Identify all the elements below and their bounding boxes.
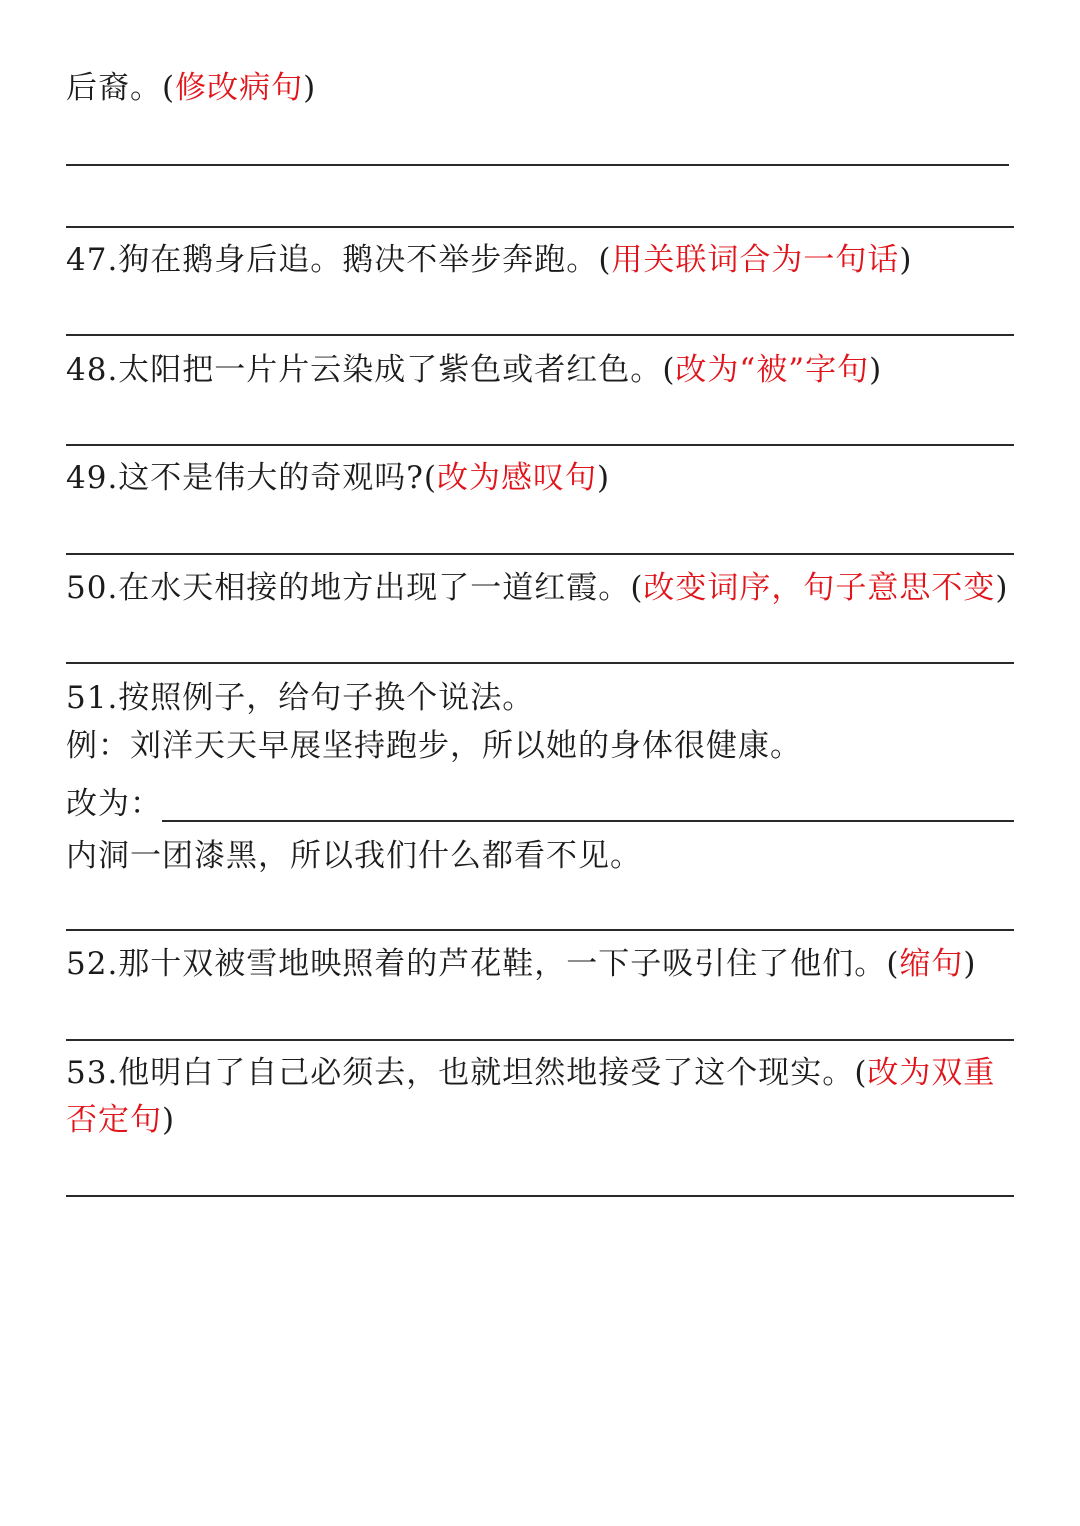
- q47-text: 47.狗在鹅身后追。鹅决不举步奔跑。(用关联词合为一句话): [66, 242, 913, 278]
- q46-answer-line-2[interactable]: [66, 226, 1014, 228]
- q51-sentence: 内洞一团漆黑，所以我们什么都看不见。: [66, 838, 642, 874]
- q46-answer-line-1[interactable]: [66, 164, 1009, 166]
- q51-title: 51.按照例子，给句子换个说法。: [66, 680, 535, 716]
- q47-answer-line[interactable]: [66, 334, 1014, 336]
- q49-instruction: 改为感叹句: [437, 460, 598, 496]
- q53-instruction-part1: 改为双重: [867, 1055, 996, 1091]
- q46-text: 后裔。(修改病句): [66, 70, 317, 106]
- q50-text: 50.在水天相接的地方出现了一道红霞。(改变词序，句子意思不变): [66, 570, 1009, 606]
- q53-instruction-part2: 否定句: [66, 1102, 162, 1138]
- q50-instruction: 改变词序，句子意思不变: [643, 570, 996, 606]
- q52-instruction: 缩句: [899, 946, 964, 982]
- q48-text: 48.太阳把一片片云染成了紫色或者红色。(改为“被”字句): [66, 352, 883, 388]
- q53-answer-line[interactable]: [66, 1195, 1014, 1197]
- q51-answer-label: 改为：: [66, 786, 162, 822]
- q51-answer-line[interactable]: [66, 929, 1014, 931]
- q46-instruction: 修改病句: [175, 70, 304, 106]
- q47-instruction: 用关联词合为一句话: [611, 242, 900, 278]
- q52-text: 52.那十双被雪地映照着的芦花鞋，一下子吸引住了他们。(缩句): [66, 946, 977, 982]
- q50-answer-line[interactable]: [66, 662, 1014, 664]
- q52-answer-line[interactable]: [66, 1039, 1014, 1041]
- q53-text-line1: 53.他明白了自己必须去，也就坦然地接受了这个现实。(改为双重: [66, 1055, 996, 1091]
- q49-answer-line[interactable]: [66, 553, 1014, 555]
- q48-instruction: 改为“被”字句: [675, 352, 870, 388]
- q53-text-line2: 否定句): [66, 1102, 176, 1138]
- q51-example-answer-line[interactable]: [162, 820, 1014, 822]
- q51-example: 例：刘洋天天早展坚持跑步，所以她的身体很健康。: [66, 728, 802, 764]
- q49-text: 49.这不是伟大的奇观吗?(改为感叹句): [66, 460, 611, 496]
- q48-answer-line[interactable]: [66, 444, 1014, 446]
